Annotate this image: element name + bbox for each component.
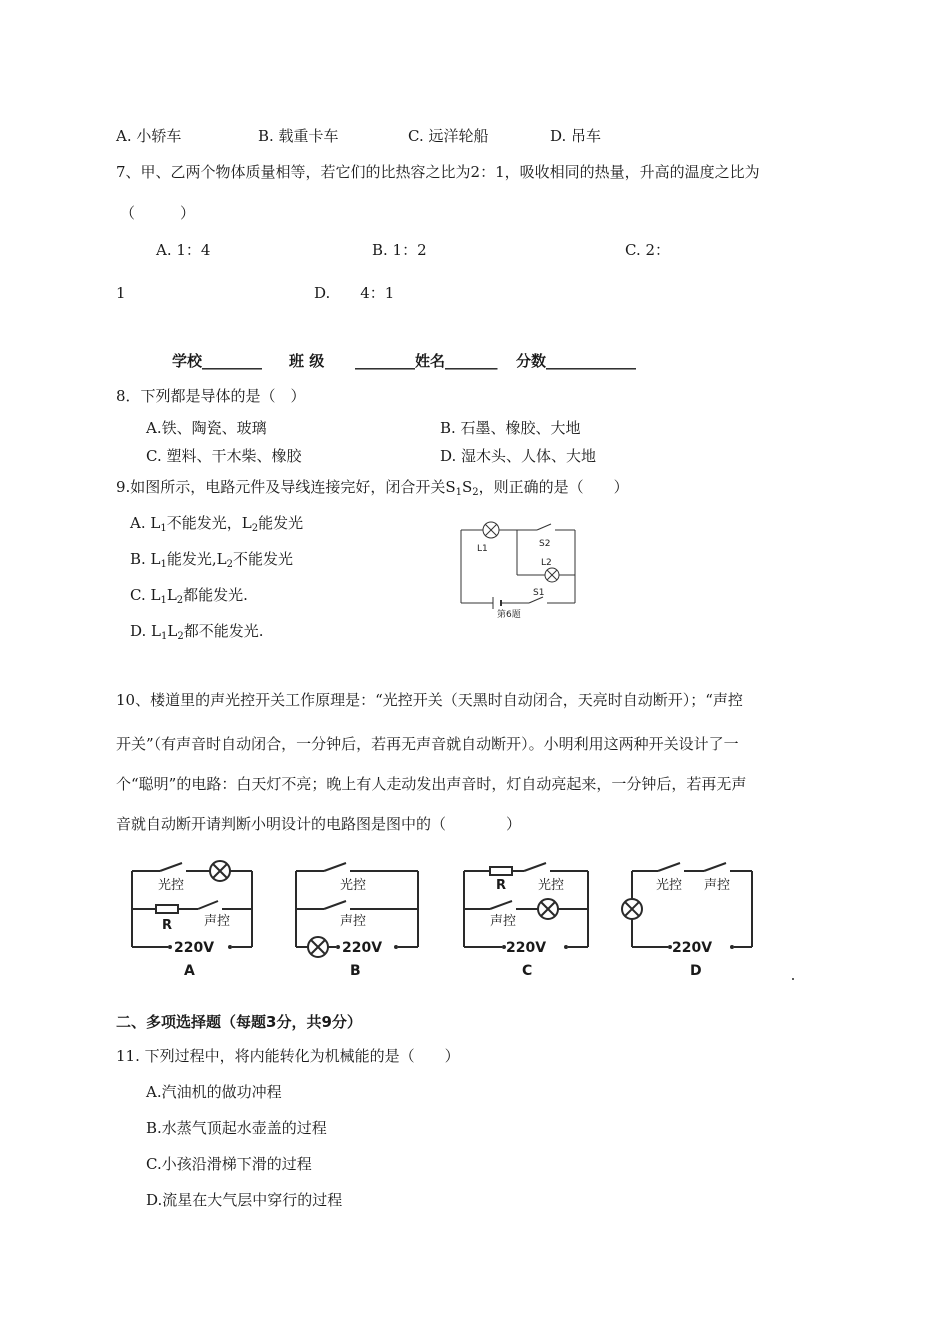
q9-stem: 9.如图所示，电路元件及导线连接完好，闭合开关$S_1S_2$，则正确的是（ ） <box>116 478 629 498</box>
q11-option-a: A.汽油机的做功冲程 <box>146 1083 282 1101</box>
q8-stem: 8．下列都是导体的是（ ） <box>116 387 306 405</box>
q7-option-d: D. 4：1 <box>314 284 395 302</box>
q7-option-b: B. 1：2 <box>372 241 427 259</box>
q8-option-b: B. 石墨、橡胶、大地 <box>440 419 581 437</box>
fig-c-sound-switch-label: 声控 <box>490 914 517 929</box>
q11-option-d: D.流星在大气层中穿行的过程 <box>146 1191 343 1209</box>
fig-d-label: D <box>690 963 702 979</box>
q9-circuit-diagram <box>455 515 585 625</box>
fig-c-voltage-label: 220V <box>506 940 547 956</box>
fig-a-voltage-label: 220V <box>174 940 215 956</box>
q11-option-c: C.小孩沿滑梯下滑的过程 <box>146 1155 312 1173</box>
q11-stem: 11. 下列过程中，将内能转化为机械能的是（ ） <box>116 1047 460 1065</box>
q9-option-d: D. $L_1L_2$都不能发光. <box>130 622 264 642</box>
q9-option-c: C. $L_1L_2$都能发光. <box>130 586 248 606</box>
fig-d-light-switch-label: 光控 <box>656 878 683 893</box>
fig-a-light-switch-label: 光控 <box>158 878 185 893</box>
q9-label-s2: S2 <box>539 539 551 549</box>
q7-answer-blank: （ ） <box>120 204 196 222</box>
q7-option-c-part2: 1 <box>116 284 126 302</box>
q7-option-c-part1: C. 2： <box>625 241 671 259</box>
fig-d-voltage-label: 220V <box>672 940 713 956</box>
class-field: 班 级 <box>289 352 325 370</box>
section2-title: 二、多项选择题（每题3分，共9分） <box>116 1013 362 1031</box>
fig-b-light-switch-label: 光控 <box>340 878 367 893</box>
fig-a-resistor-label: R <box>162 918 173 933</box>
q6-option-a: A. 小轿车 <box>116 127 182 145</box>
q7-stem: 7、甲、乙两个物体质量相等，若它们的比热容之比为2：1，吸收相同的热量，升高的温度之比为 <box>116 163 760 181</box>
q9-figure-caption: 第6题 <box>497 610 521 620</box>
fig-c-label: C <box>522 963 533 979</box>
fig-c-resistor-label: R <box>496 878 507 893</box>
q6-option-d: D. 吊车 <box>550 127 602 145</box>
q8-option-a: A.铁、陶瓷、玻璃 <box>146 419 267 437</box>
fig-a-sound-switch-label: 声控 <box>204 914 231 929</box>
q8-option-d: D. 湿木头、人体、大地 <box>440 447 597 465</box>
q8-option-c: C. 塑料、干木柴、橡胶 <box>146 447 302 465</box>
q11-option-b: B.水蒸气顶起水壶盖的过程 <box>146 1119 327 1137</box>
fig-c-light-switch-label: 光控 <box>538 878 565 893</box>
name-field: ________姓名_______ <box>355 352 498 370</box>
q9-label-l1: L1 <box>477 544 488 554</box>
school-field: 学校________ <box>172 352 263 370</box>
fig-d-sound-switch-label: 声控 <box>704 878 731 893</box>
fig-b-label: B <box>350 963 361 979</box>
q10-line3: 个“聪明”的电路：白天灯不亮；晚上有人走动发出声音时，灯自动亮起来，一分钟后，若再无声 <box>116 775 747 793</box>
q10-line1: 10、楼道里的声光控开关工作原理是：“光控开关（天黑时自动闭合，天亮时自动断开）；“声控 <box>116 691 743 709</box>
q10-line4: 音就自动断开请判断小明设计的电路图是图中的（ ） <box>116 815 522 833</box>
q9-option-b: B. $L_1$能发光$,L_2$不能发光 <box>130 550 294 570</box>
fig-a-label: A <box>184 963 195 979</box>
q9-option-a: A. $L_1$不能发光，$L_2$能发光 <box>130 514 304 534</box>
q6-option-c: C. 远洋轮船 <box>408 127 489 145</box>
q10-line2: 开关”（有声音时自动闭合，一分钟后，若再无声音就自动断开）。小明利用这两种开关设计了一 <box>116 735 739 753</box>
score-field: 分数____________ <box>516 352 637 370</box>
q9-label-s1: S1 <box>533 588 545 598</box>
fig-b-voltage-label: 220V <box>342 940 383 956</box>
q6-option-b: B. 载重卡车 <box>258 127 339 145</box>
q7-option-a: A. 1：4 <box>156 241 211 259</box>
q9-label-l2: L2 <box>541 558 552 568</box>
fig-b-sound-switch-label: 声控 <box>340 914 367 929</box>
q10-circuit-options <box>120 855 820 985</box>
